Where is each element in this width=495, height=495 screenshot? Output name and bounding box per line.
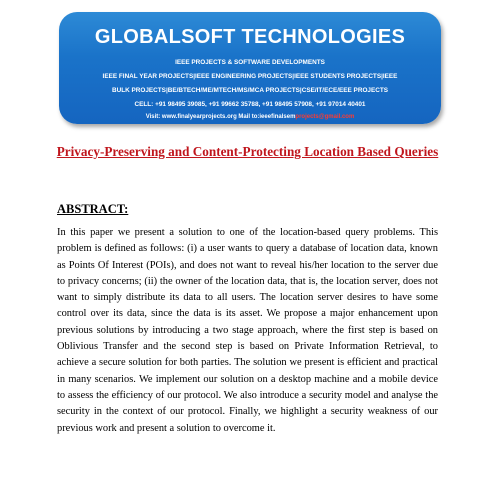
banner-contact-line [59,114,441,120]
banner-categories-line: BULK PROJECTS|BE/BTECH/ME/MTECH/MS/MCA PROJECTS|CSE/IT/ECE/EEE PROJECTS [111,87,389,94]
paper-title: Privacy-Preserving and Content-Protecting Location Based Queries [56,144,439,159]
company-banner [59,12,441,124]
email-link[interactable]: projects@gmail.com [295,114,355,120]
abstract-text: In this paper we present a solution to one of the location-based query problems. This problem is defined as follows: (i) a user wants to query a database of location data, known as Points Of Interest (POIs), and does not want to reveal his/her location to the server due to privacy concerns; (ii) the owner of the location data, that is, the location server, does not want to simply distribute its data to all users. The location server desires to have some control over its data, since the data is its asset. We propose a major enhancement upon previous solutions by introducing a two stage approach, where the first step is based on Oblivious Transfer and the second step is based on Private Information Retrieval, to achieve a secure solution for both parties. The solution we present is efficient and practical in many scenarios. We implement our solution on a desktop machine and a mobile device to assess the efficiency of our protocol. We also introduce a security model and analyse the security in the context of our protocol. Finally, we highlight a security weakness of our previous work and present a solution to overcome it. [57,227,438,434]
banner-projects-line: IEEE FINAL YEAR PROJECTS|IEEE ENGINEERING PROJECTS|IEEE STUDENTS PROJECTS|IEEE [102,73,398,80]
banner-phone-line: CELL: +91 98495 39085, +91 99662 35788, +91 98495 57908, +91 97014 40401 [134,101,366,108]
banner-tagline: IEEE PROJECTS & SOFTWARE DEVELOPMENTS [175,59,325,66]
company-name: GLOBALSOFT TECHNOLOGIES [94,26,406,48]
abstract-heading: ABSTRACT: [57,202,129,216]
banner-contact-text: Visit: www.finalyearprojects.org Mail to:ieeefinalsem [145,114,296,120]
